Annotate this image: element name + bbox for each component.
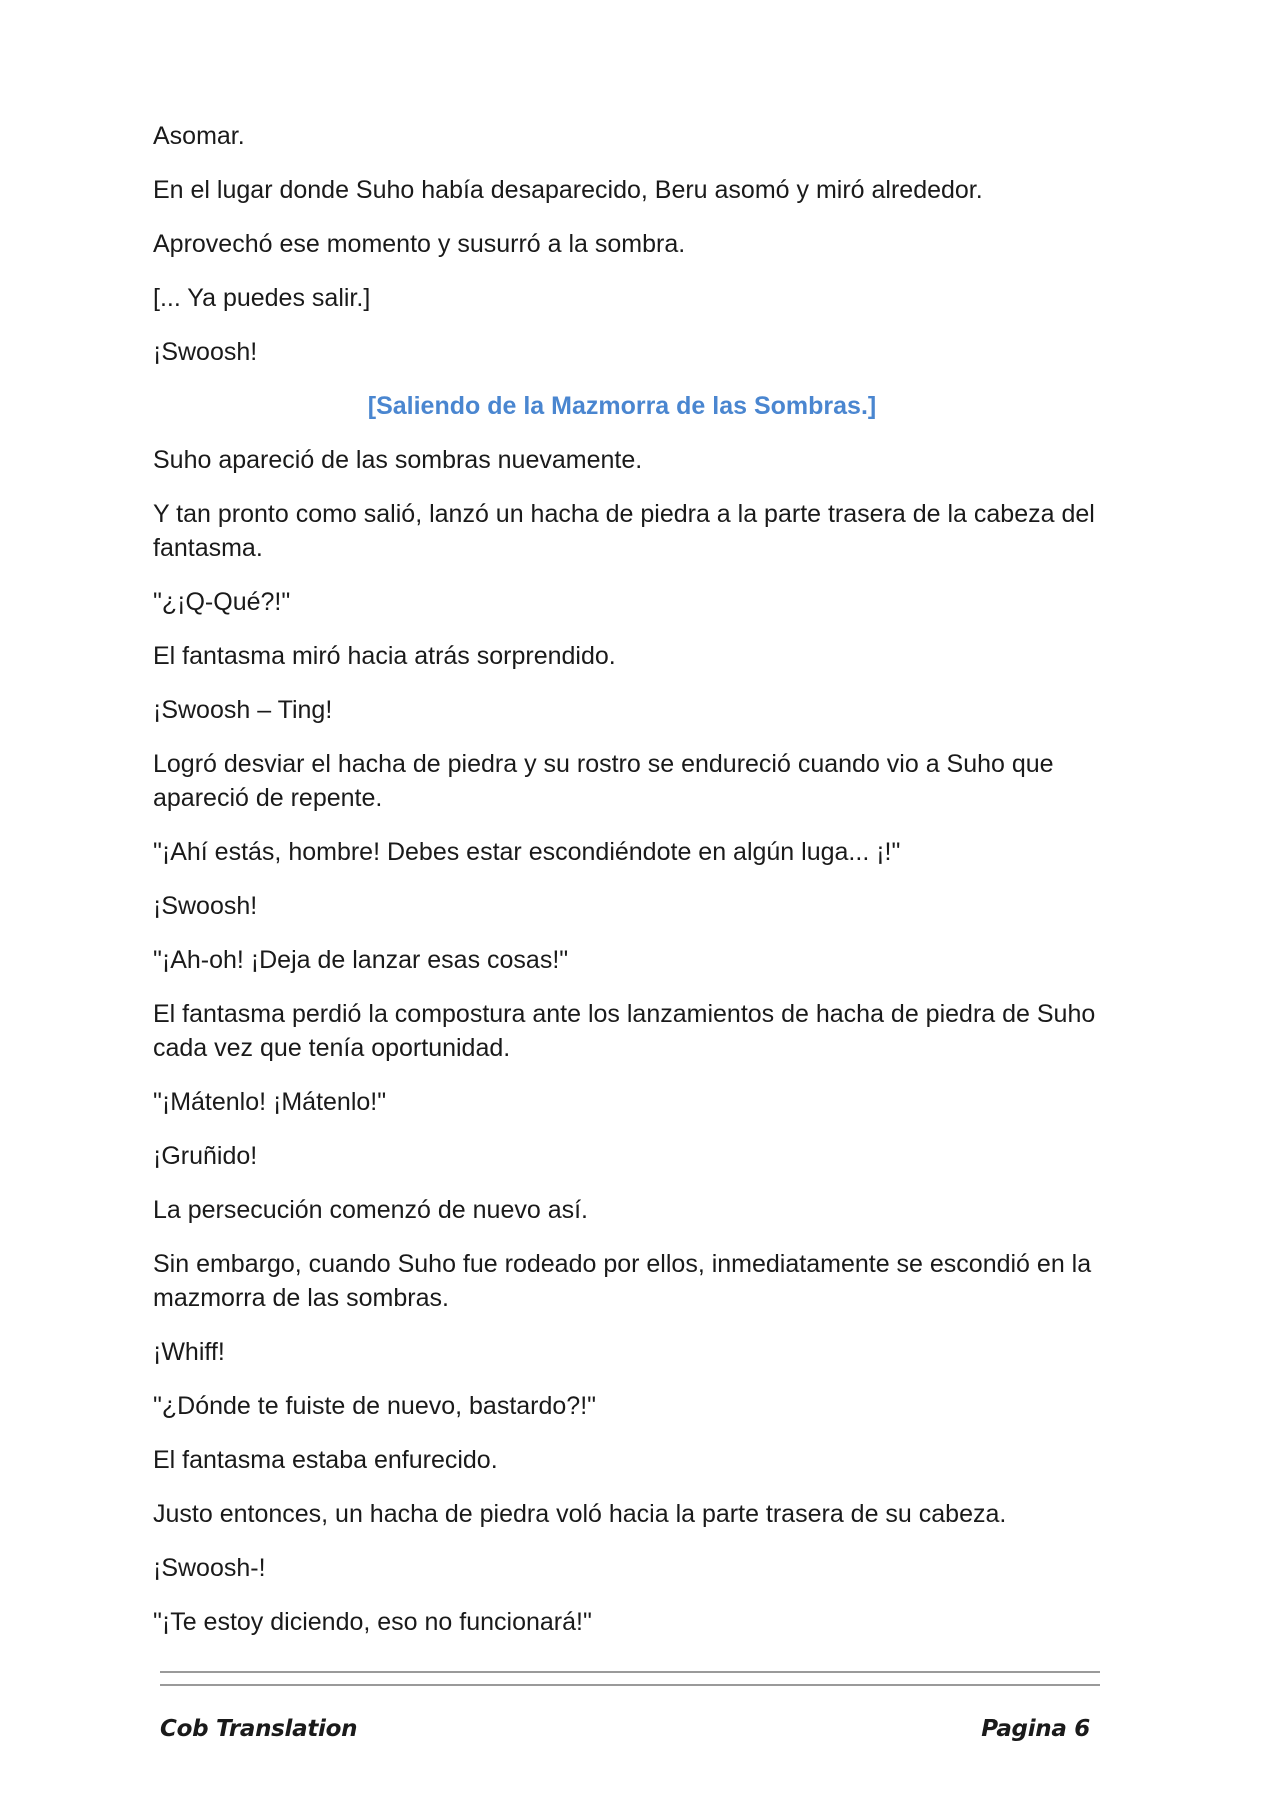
paragraph: Justo entonces, un hacha de piedra voló hacia la parte trasera de su cabeza. xyxy=(153,1500,1007,1528)
body-text xyxy=(153,119,1113,1659)
paragraph: Asomar. xyxy=(153,122,245,150)
paragraph: ¡Swoosh – Ting! xyxy=(153,696,333,724)
paragraph: Sin embargo, cuando Suho fue rodeado por ellos, inmediatamente se escondió en la mazmorra de las sombras. xyxy=(153,1250,1092,1312)
system-message-heading: [Saliendo de la Mazmorra de las Sombras.] xyxy=(367,392,877,420)
paragraph: "¡Mátenlo! ¡Mátenlo!" xyxy=(153,1088,387,1116)
footer-divider-top xyxy=(160,1671,1100,1673)
paragraph: ¡Swoosh! xyxy=(153,892,258,920)
paragraph: El fantasma miró hacia atrás sorprendido. xyxy=(153,642,616,670)
paragraph: Logró desviar el hacha de piedra y su rostro se endureció cuando vio a Suho que apareció de repente. xyxy=(153,750,1054,812)
paragraph: ¡Swoosh! xyxy=(153,338,258,366)
footer-translator-credit: Cob Translation xyxy=(160,1716,358,1742)
paragraph: El fantasma perdió la compostura ante los lanzamientos de hacha de piedra de Suho cada vez que tenía oportunidad. xyxy=(153,1000,1096,1062)
footer-divider-bottom xyxy=(160,1684,1100,1686)
paragraph: Suho apareció de las sombras nuevamente. xyxy=(153,446,643,474)
paragraph: Aprovechó ese momento y susurró a la sombra. xyxy=(153,230,686,258)
paragraph: [... Ya puedes salir.] xyxy=(153,284,371,312)
paragraph: Y tan pronto como salió, lanzó un hacha de piedra a la parte trasera de la cabeza del fantasma. xyxy=(153,500,1095,562)
paragraph: ¡Whiff! xyxy=(153,1338,225,1366)
paragraph: "¿Dónde te fuiste de nuevo, bastardo?!" xyxy=(153,1392,597,1420)
footer-page-number: Pagina 6 xyxy=(981,1716,1090,1742)
paragraph: La persecución comenzó de nuevo así. xyxy=(153,1196,588,1224)
paragraph: "¡Ahí estás, hombre! Debes estar escondiéndote en algún luga... ¡!" xyxy=(153,838,901,866)
paragraph: "¡Ah-oh! ¡Deja de lanzar esas cosas!" xyxy=(153,946,569,974)
paragraph: ¡Swoosh-! xyxy=(153,1554,266,1582)
paragraph: En el lugar donde Suho había desaparecido, Beru asomó y miró alrededor. xyxy=(153,176,983,204)
paragraph: El fantasma estaba enfurecido. xyxy=(153,1446,498,1474)
paragraph: "¿¡Q-Qué?!" xyxy=(153,588,291,616)
paragraph: ¡Gruñido! xyxy=(153,1142,258,1170)
paragraph: "¡Te estoy diciendo, eso no funcionará!" xyxy=(153,1608,592,1636)
